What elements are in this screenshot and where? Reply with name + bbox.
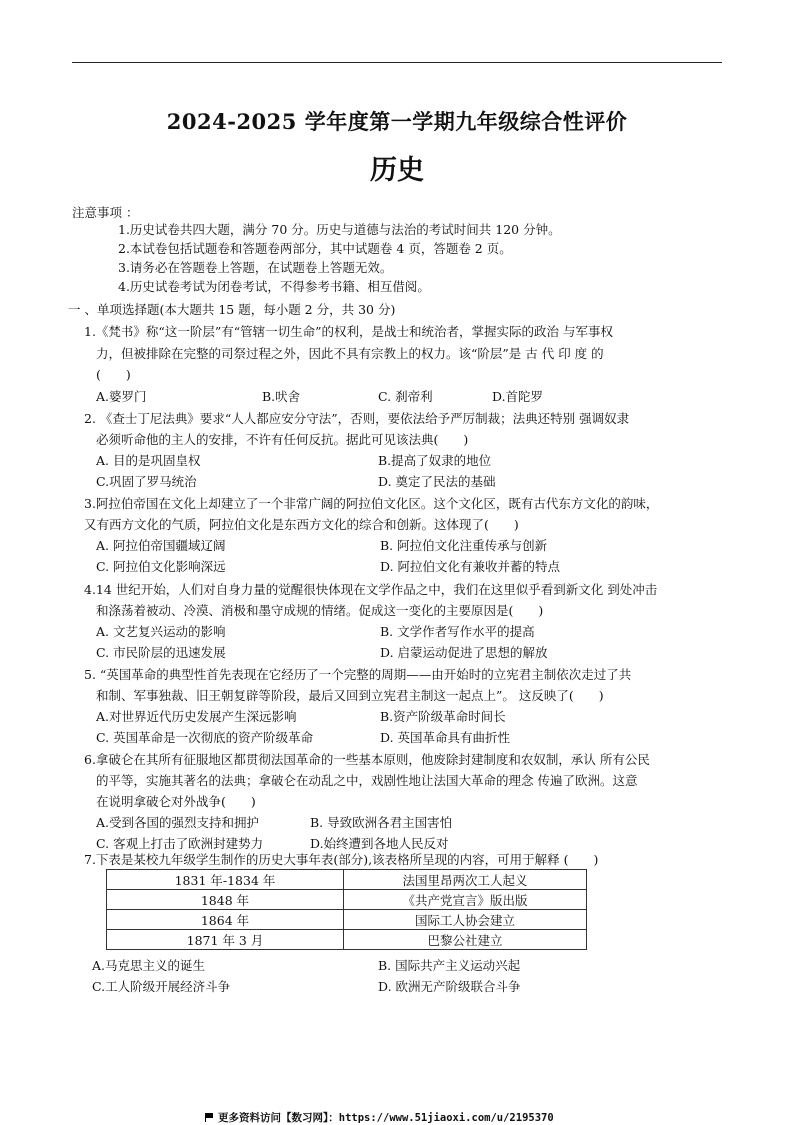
question-1-line: 力，但被排除在完整的司祭过程之外，因此不具有宗教上的权力。该“阶层”是 古 代 印 度 的 bbox=[96, 346, 604, 361]
question-4-line: 和涤荡着被动、冷漠、消极和墨守成规的情绪。促成这一变化的主要原因是( ) bbox=[96, 603, 544, 618]
flag-icon bbox=[205, 1113, 214, 1122]
question-6-line: 在说明拿破仑对外战争( ) bbox=[96, 794, 256, 809]
notes-heading: 注意事项 ： bbox=[72, 205, 139, 220]
question-1-option-c: C. 刹帝利 bbox=[378, 389, 433, 404]
question-3-option-c: C. 阿拉伯文化影响深远 bbox=[96, 559, 226, 574]
question-7-option-c: C.工人阶级开展经济斗争 bbox=[92, 979, 231, 994]
question-3-line: 3.阿拉伯帝国在文化上却建立了一个非常广阔的阿拉伯文化区。这个文化区，既有古代东方文化的韵味， bbox=[84, 496, 659, 511]
question-6-option-b: B. 导致欧洲各君主国害怕 bbox=[310, 815, 453, 830]
question-7-option-b: B. 国际共产主义运动兴起 bbox=[378, 958, 521, 973]
top-rule bbox=[72, 62, 722, 63]
note-item: 1.历史试卷共四大题，满分 70 分。历史与道德与法治的考试时间共 120 分钟。 bbox=[118, 222, 561, 237]
table-row bbox=[107, 890, 587, 910]
table-cell-event: 巴黎公社建立 bbox=[344, 930, 587, 950]
question-4-option-c: C. 市民阶层的迅速发展 bbox=[96, 645, 226, 660]
question-1-option-b: B.吠舍 bbox=[262, 389, 301, 404]
question-4-option-b: B. 文学作者写作水平的提高 bbox=[380, 624, 535, 639]
note-item: 4.历史试卷考试为闭卷考试，不得参考书籍、相互借阅。 bbox=[118, 279, 430, 294]
table-row bbox=[107, 870, 587, 890]
question-3-option-b: B. 阿拉伯文化注重传承与创新 bbox=[380, 538, 548, 553]
table-cell-event: 《共产党宣言》版出版 bbox=[344, 890, 587, 910]
question-1-line: ( ) bbox=[96, 367, 131, 382]
question-6-option-a: A.受到各国的强烈支持和拥护 bbox=[96, 815, 260, 830]
question-3-line: 又有西方文化的气质，阿拉伯文化是东西方文化的综合和创新。这体现了( ) bbox=[84, 517, 519, 532]
question-5-line: 和制、军事独裁、旧王朝复辟等阶段，最后又回到立宪君主制这一起点上”。 这反映了( ) bbox=[96, 688, 604, 703]
question-4-option-d: D. 启蒙运动促进了思想的解放 bbox=[380, 645, 548, 660]
question-5-option-b: B.资产阶级革命时间长 bbox=[380, 709, 506, 724]
question-6-line: 的平等，实施其著名的法典；拿破仑在动乱之中，戏剧性地让法国大革命的理念 传遍了欧洲。这意 bbox=[96, 773, 638, 788]
question-1-option-d: D.首陀罗 bbox=[492, 389, 544, 404]
question-6-option-d: D.始终遭到各地人民反对 bbox=[310, 836, 449, 851]
question-5-option-c: C. 英国革命是一次彻底的资产阶级革命 bbox=[96, 730, 314, 745]
question-2-option-a: A. 目的是巩固皇权 bbox=[96, 453, 201, 468]
section-heading: 一 、单项选择题(本大题共 15 题，每小题 2 分，共 30 分) bbox=[68, 302, 396, 317]
question-7-option-d: D. 欧洲无产阶级联合斗争 bbox=[378, 979, 521, 994]
note-item: 3.请务必在答题卷上答题，在试题卷上答题无效。 bbox=[118, 260, 393, 275]
timeline-table bbox=[106, 869, 587, 950]
table-cell-event: 国际工人协会建立 bbox=[344, 910, 587, 930]
question-5-option-d: D. 英国革命具有曲折性 bbox=[380, 730, 511, 745]
question-5-line: 5. “英国革命的典型性首先表现在它经历了一个完整的周期——由开始时的立宪君主制依次走过了共 bbox=[84, 667, 632, 682]
table-cell-date: 1871 年 3 月 bbox=[107, 930, 344, 950]
question-3-option-d: D. 阿拉伯文化有兼收并蓄的特点 bbox=[380, 559, 561, 574]
question-3-option-a: A. 阿拉伯帝国疆域辽阔 bbox=[96, 538, 226, 553]
question-6-line: 6.拿破仑在其所有征服地区都贯彻法国革命的一些基本原则，他废除封建制度和农奴制，承认 所有公民 bbox=[84, 752, 650, 767]
question-2-option-d: D. 奠定了民法的基础 bbox=[378, 474, 496, 489]
table-cell-date: 1831 年-1834 年 bbox=[107, 870, 344, 890]
table-cell-date: 1848 年 bbox=[107, 890, 344, 910]
question-2-line: 2. 《查士丁尼法典》要求“人人都应安分守法”，否则，要依法给予严厉制裁；法典还特别 强调奴隶 bbox=[84, 411, 630, 426]
question-1-option-a: A.婆罗门 bbox=[96, 389, 147, 404]
footer-link[interactable]: 更多资料访问【数习网】：https://www.51jiaoxi.com/u/2195370 bbox=[218, 1112, 554, 1124]
question-7-line: 7.下表是某校九年级学生制作的历史大事年表(部分),该表格所呈现的内容，可用于解释 ( ) bbox=[84, 852, 599, 867]
question-1-line: 1.《梵书》称“这一阶层”有“管辖一切生命”的权利，是战士和统治者，掌握实际的政治 与军事权 bbox=[84, 324, 613, 339]
subject-title: 历史 bbox=[370, 155, 424, 186]
note-item: 2.本试卷包括试题卷和答题卷两部分，其中试题卷 4 页，答题卷 2 页。 bbox=[118, 241, 512, 256]
question-2-option-b: B.提高了奴隶的地位 bbox=[378, 453, 492, 468]
table-cell-date: 1864 年 bbox=[107, 910, 344, 930]
question-4-option-a: A. 文艺复兴运动的影响 bbox=[96, 624, 226, 639]
question-6-option-c: C. 客观上打击了欧洲封建势力 bbox=[96, 836, 264, 851]
question-7-option-a: A.马克思主义的诞生 bbox=[92, 958, 206, 973]
table-cell-event: 法国里昂两次工人起义 bbox=[344, 870, 587, 890]
exam-title: 2024-2025 学年度第一学期九年级综合性评价 bbox=[166, 109, 628, 134]
table-row bbox=[107, 910, 587, 930]
question-2-option-c: C.巩固了罗马统治 bbox=[96, 474, 197, 489]
table-row bbox=[107, 930, 587, 950]
question-5-option-a: A.对世界近代历史发展产生深远影响 bbox=[96, 709, 297, 724]
question-4-line: 4.14 世纪开始，人们对自身力量的觉醒很快体现在文学作品之中，我们在这里似乎看到新文化 到处冲击 bbox=[84, 582, 658, 597]
footer[interactable] bbox=[205, 1110, 554, 1125]
question-2-line: 必须听命他的主人的安排，不许有任何反抗。据此可见该法典( ) bbox=[96, 432, 469, 447]
